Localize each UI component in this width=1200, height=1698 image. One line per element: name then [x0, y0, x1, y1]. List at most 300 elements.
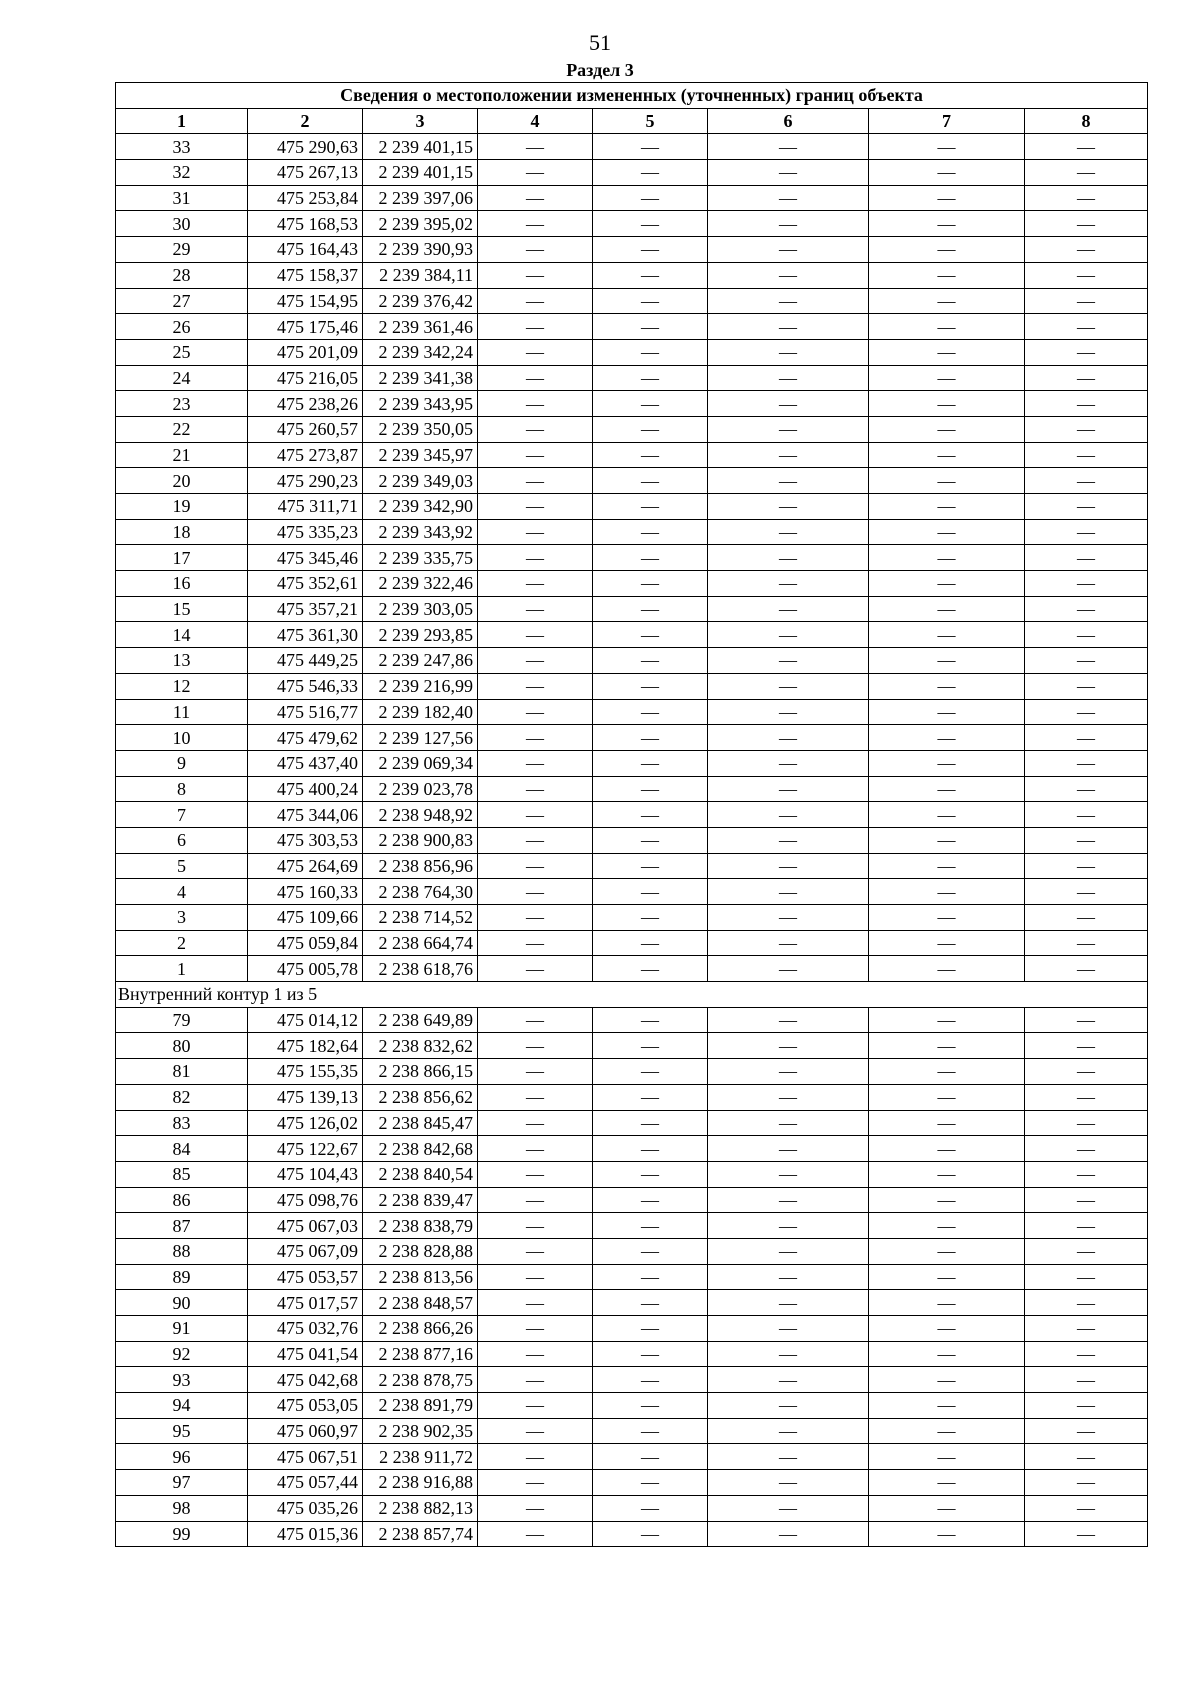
point-number-cell: 15: [116, 596, 248, 622]
x-coordinate-cell: 475 041,54: [248, 1341, 363, 1367]
dash-cell: —: [593, 519, 708, 545]
dash-cell: —: [1025, 365, 1148, 391]
dash-cell: —: [478, 391, 593, 417]
dash-cell: —: [593, 1495, 708, 1521]
table-body: [116, 134, 1148, 1547]
table-row: [116, 391, 1148, 417]
y-coordinate-cell: 2 238 866,15: [363, 1059, 478, 1085]
dash-cell: —: [478, 673, 593, 699]
dash-cell: —: [869, 494, 1025, 520]
dash-cell: —: [708, 776, 869, 802]
point-number-cell: 90: [116, 1290, 248, 1316]
x-coordinate-cell: 475 060,97: [248, 1418, 363, 1444]
y-coordinate-cell: 2 239 343,95: [363, 391, 478, 417]
dash-cell: —: [478, 365, 593, 391]
point-number-cell: 28: [116, 262, 248, 288]
dash-cell: —: [708, 134, 869, 160]
dash-cell: —: [593, 1290, 708, 1316]
dash-cell: —: [478, 956, 593, 982]
dash-cell: —: [593, 750, 708, 776]
dash-cell: —: [593, 442, 708, 468]
x-coordinate-cell: 475 479,62: [248, 725, 363, 751]
dash-cell: —: [1025, 853, 1148, 879]
dash-cell: —: [869, 1084, 1025, 1110]
point-number-cell: 84: [116, 1136, 248, 1162]
point-number-cell: 88: [116, 1238, 248, 1264]
x-coordinate-cell: 475 042,68: [248, 1367, 363, 1393]
dash-cell: —: [1025, 1470, 1148, 1496]
dash-cell: —: [593, 1238, 708, 1264]
dash-cell: —: [478, 776, 593, 802]
x-coordinate-cell: 475 352,61: [248, 571, 363, 597]
point-number-cell: 91: [116, 1316, 248, 1342]
x-coordinate-cell: 475 017,57: [248, 1290, 363, 1316]
dash-cell: —: [869, 1290, 1025, 1316]
dash-cell: —: [1025, 1084, 1148, 1110]
x-coordinate-cell: 475 067,09: [248, 1238, 363, 1264]
y-coordinate-cell: 2 239 349,03: [363, 468, 478, 494]
point-number-cell: 2: [116, 930, 248, 956]
dash-cell: —: [869, 1367, 1025, 1393]
dash-cell: —: [869, 956, 1025, 982]
table-row: [116, 1059, 1148, 1085]
dash-cell: —: [869, 853, 1025, 879]
table-row: [116, 648, 1148, 674]
dash-cell: —: [869, 365, 1025, 391]
dash-cell: —: [593, 571, 708, 597]
dash-cell: —: [1025, 930, 1148, 956]
dash-cell: —: [593, 1161, 708, 1187]
y-coordinate-cell: 2 238 845,47: [363, 1110, 478, 1136]
dash-cell: —: [1025, 468, 1148, 494]
table-row: [116, 314, 1148, 340]
y-coordinate-cell: 2 238 902,35: [363, 1418, 478, 1444]
point-number-cell: 5: [116, 853, 248, 879]
dash-cell: —: [1025, 596, 1148, 622]
dash-cell: —: [593, 1316, 708, 1342]
dash-cell: —: [593, 853, 708, 879]
dash-cell: —: [869, 827, 1025, 853]
dash-cell: —: [869, 1341, 1025, 1367]
dash-cell: —: [1025, 648, 1148, 674]
dash-cell: —: [869, 1187, 1025, 1213]
contour-label: Внутренний контур 1 из 5: [116, 982, 1148, 1008]
dash-cell: —: [593, 185, 708, 211]
x-coordinate-cell: 475 015,36: [248, 1521, 363, 1547]
x-coordinate-cell: 475 290,63: [248, 134, 363, 160]
y-coordinate-cell: 2 238 764,30: [363, 879, 478, 905]
dash-cell: —: [478, 185, 593, 211]
y-coordinate-cell: 2 239 343,92: [363, 519, 478, 545]
dash-cell: —: [1025, 699, 1148, 725]
table-row: [116, 1393, 1148, 1419]
point-number-cell: 99: [116, 1521, 248, 1547]
table-row: [116, 827, 1148, 853]
dash-cell: —: [478, 853, 593, 879]
y-coordinate-cell: 2 238 900,83: [363, 827, 478, 853]
point-number-cell: 97: [116, 1470, 248, 1496]
dash-cell: —: [708, 1418, 869, 1444]
dash-cell: —: [478, 1213, 593, 1239]
table-row: [116, 365, 1148, 391]
dash-cell: —: [869, 1059, 1025, 1085]
x-coordinate-cell: 475 516,77: [248, 699, 363, 725]
dash-cell: —: [593, 622, 708, 648]
dash-cell: —: [708, 185, 869, 211]
dash-cell: —: [593, 160, 708, 186]
dash-cell: —: [1025, 262, 1148, 288]
x-coordinate-cell: 475 160,33: [248, 879, 363, 905]
dash-cell: —: [708, 519, 869, 545]
x-coordinate-cell: 475 201,09: [248, 339, 363, 365]
dash-cell: —: [478, 545, 593, 571]
y-coordinate-cell: 2 239 322,46: [363, 571, 478, 597]
dash-cell: —: [1025, 545, 1148, 571]
point-number-cell: 18: [116, 519, 248, 545]
dash-cell: —: [1025, 1238, 1148, 1264]
y-coordinate-cell: 2 238 838,79: [363, 1213, 478, 1239]
section-title: Раздел 3: [566, 60, 634, 80]
y-coordinate-cell: 2 239 376,42: [363, 288, 478, 314]
dash-cell: —: [1025, 288, 1148, 314]
dash-cell: —: [708, 571, 869, 597]
y-coordinate-cell: 2 238 856,96: [363, 853, 478, 879]
table-row: [116, 956, 1148, 982]
dash-cell: —: [708, 673, 869, 699]
dash-cell: —: [593, 596, 708, 622]
y-coordinate-cell: 2 239 342,90: [363, 494, 478, 520]
dash-cell: —: [1025, 1033, 1148, 1059]
dash-cell: —: [708, 699, 869, 725]
dash-cell: —: [593, 776, 708, 802]
dash-cell: —: [869, 699, 1025, 725]
dash-cell: —: [869, 776, 1025, 802]
dash-cell: —: [708, 827, 869, 853]
point-number-cell: 10: [116, 725, 248, 751]
point-number-cell: 83: [116, 1110, 248, 1136]
dash-cell: —: [478, 879, 593, 905]
dash-cell: —: [478, 1161, 593, 1187]
dash-cell: —: [1025, 1444, 1148, 1470]
point-number-cell: 98: [116, 1495, 248, 1521]
dash-cell: —: [478, 416, 593, 442]
dash-cell: —: [478, 905, 593, 931]
dash-cell: —: [869, 1033, 1025, 1059]
dash-cell: —: [478, 1136, 593, 1162]
dash-cell: —: [593, 956, 708, 982]
dash-cell: —: [593, 699, 708, 725]
column-header: 3: [363, 108, 478, 134]
x-coordinate-cell: 475 155,35: [248, 1059, 363, 1085]
y-coordinate-cell: 2 239 342,24: [363, 339, 478, 365]
dash-cell: —: [593, 237, 708, 263]
dash-cell: —: [869, 314, 1025, 340]
point-number-cell: 85: [116, 1161, 248, 1187]
dash-cell: —: [1025, 879, 1148, 905]
dash-cell: —: [869, 1521, 1025, 1547]
table-row: [116, 1495, 1148, 1521]
dash-cell: —: [708, 494, 869, 520]
dash-cell: —: [708, 1341, 869, 1367]
dash-cell: —: [708, 1238, 869, 1264]
table-row: [116, 1290, 1148, 1316]
x-coordinate-cell: 475 109,66: [248, 905, 363, 931]
dash-cell: —: [869, 288, 1025, 314]
x-coordinate-cell: 475 273,87: [248, 442, 363, 468]
dash-cell: —: [593, 1110, 708, 1136]
dash-cell: —: [478, 648, 593, 674]
dash-cell: —: [593, 1341, 708, 1367]
dash-cell: —: [1025, 1161, 1148, 1187]
column-number-row: [116, 108, 1148, 134]
table-row: [116, 673, 1148, 699]
point-number-cell: 25: [116, 339, 248, 365]
table-row: [116, 339, 1148, 365]
dash-cell: —: [593, 930, 708, 956]
point-number-cell: 20: [116, 468, 248, 494]
dash-cell: —: [593, 1444, 708, 1470]
dash-cell: —: [708, 725, 869, 751]
dash-cell: —: [593, 648, 708, 674]
y-coordinate-cell: 2 238 848,57: [363, 1290, 478, 1316]
x-coordinate-cell: 475 139,13: [248, 1084, 363, 1110]
y-coordinate-cell: 2 238 664,74: [363, 930, 478, 956]
dash-cell: —: [708, 1393, 869, 1419]
point-number-cell: 9: [116, 750, 248, 776]
dash-cell: —: [708, 1264, 869, 1290]
x-coordinate-cell: 475 216,05: [248, 365, 363, 391]
dash-cell: —: [869, 519, 1025, 545]
dash-cell: —: [708, 648, 869, 674]
y-coordinate-cell: 2 238 842,68: [363, 1136, 478, 1162]
dash-cell: —: [1025, 905, 1148, 931]
table-row: [116, 545, 1148, 571]
dash-cell: —: [478, 314, 593, 340]
table-row: [116, 725, 1148, 751]
y-coordinate-cell: 2 239 401,15: [363, 134, 478, 160]
dash-cell: —: [1025, 494, 1148, 520]
dash-cell: —: [869, 571, 1025, 597]
dash-cell: —: [478, 468, 593, 494]
dash-cell: —: [593, 1264, 708, 1290]
column-header: 4: [478, 108, 593, 134]
dash-cell: —: [1025, 519, 1148, 545]
dash-cell: —: [1025, 314, 1148, 340]
x-coordinate-cell: 475 168,53: [248, 211, 363, 237]
table-row: [116, 1264, 1148, 1290]
dash-cell: —: [708, 262, 869, 288]
dash-cell: —: [478, 750, 593, 776]
point-number-cell: 23: [116, 391, 248, 417]
dash-cell: —: [708, 545, 869, 571]
dash-cell: —: [478, 1470, 593, 1496]
dash-cell: —: [708, 288, 869, 314]
dash-cell: —: [708, 956, 869, 982]
dash-cell: —: [869, 1470, 1025, 1496]
dash-cell: —: [869, 185, 1025, 211]
point-number-cell: 30: [116, 211, 248, 237]
dash-cell: —: [869, 1444, 1025, 1470]
dash-cell: —: [708, 237, 869, 263]
dash-cell: —: [1025, 391, 1148, 417]
dash-cell: —: [708, 1136, 869, 1162]
point-number-cell: 8: [116, 776, 248, 802]
x-coordinate-cell: 475 057,44: [248, 1470, 363, 1496]
dash-cell: —: [478, 1367, 593, 1393]
dash-cell: —: [478, 211, 593, 237]
dash-cell: —: [478, 519, 593, 545]
point-number-cell: 26: [116, 314, 248, 340]
x-coordinate-cell: 475 357,21: [248, 596, 363, 622]
table-row: [116, 288, 1148, 314]
dash-cell: —: [869, 1393, 1025, 1419]
dash-cell: —: [869, 134, 1025, 160]
dash-cell: —: [869, 237, 1025, 263]
point-number-cell: 93: [116, 1367, 248, 1393]
point-number-cell: 1: [116, 956, 248, 982]
x-coordinate-cell: 475 067,03: [248, 1213, 363, 1239]
y-coordinate-cell: 2 238 866,26: [363, 1316, 478, 1342]
dash-cell: —: [593, 1521, 708, 1547]
x-coordinate-cell: 475 290,23: [248, 468, 363, 494]
point-number-cell: 13: [116, 648, 248, 674]
table-row: [116, 699, 1148, 725]
y-coordinate-cell: 2 238 878,75: [363, 1367, 478, 1393]
table-row: [116, 494, 1148, 520]
point-number-cell: 4: [116, 879, 248, 905]
dash-cell: —: [708, 1290, 869, 1316]
column-header: 1: [116, 108, 248, 134]
table-row: [116, 776, 1148, 802]
dash-cell: —: [478, 1444, 593, 1470]
table-row: [116, 571, 1148, 597]
dash-cell: —: [593, 494, 708, 520]
table-row: [116, 853, 1148, 879]
x-coordinate-cell: 475 158,37: [248, 262, 363, 288]
point-number-cell: 7: [116, 802, 248, 828]
dash-cell: —: [593, 1059, 708, 1085]
x-coordinate-cell: 475 260,57: [248, 416, 363, 442]
dash-cell: —: [1025, 1264, 1148, 1290]
dash-cell: —: [593, 1187, 708, 1213]
dash-cell: —: [708, 1187, 869, 1213]
dash-cell: —: [593, 314, 708, 340]
y-coordinate-cell: 2 238 911,72: [363, 1444, 478, 1470]
dash-cell: —: [1025, 1110, 1148, 1136]
dash-cell: —: [593, 416, 708, 442]
y-coordinate-cell: 2 239 397,06: [363, 185, 478, 211]
page-number: 51: [589, 30, 611, 55]
table-row: [116, 262, 1148, 288]
dash-cell: —: [478, 160, 593, 186]
table-row: [116, 519, 1148, 545]
dash-cell: —: [478, 1341, 593, 1367]
dash-cell: —: [869, 1136, 1025, 1162]
table-row: [116, 1084, 1148, 1110]
table-row: [116, 1187, 1148, 1213]
y-coordinate-cell: 2 239 335,75: [363, 545, 478, 571]
dash-cell: —: [1025, 185, 1148, 211]
dash-cell: —: [478, 622, 593, 648]
x-coordinate-cell: 475 005,78: [248, 956, 363, 982]
dash-cell: —: [708, 365, 869, 391]
point-number-cell: 79: [116, 1007, 248, 1033]
dash-cell: —: [869, 391, 1025, 417]
dash-cell: —: [593, 1007, 708, 1033]
dash-cell: —: [593, 1033, 708, 1059]
table-row: [116, 1110, 1148, 1136]
dash-cell: —: [708, 416, 869, 442]
point-number-cell: 29: [116, 237, 248, 263]
dash-cell: —: [593, 905, 708, 931]
point-number-cell: 95: [116, 1418, 248, 1444]
y-coordinate-cell: 2 239 216,99: [363, 673, 478, 699]
point-number-cell: 14: [116, 622, 248, 648]
dash-cell: —: [478, 1238, 593, 1264]
x-coordinate-cell: 475 345,46: [248, 545, 363, 571]
y-coordinate-cell: 2 238 916,88: [363, 1470, 478, 1496]
dash-cell: —: [1025, 160, 1148, 186]
point-number-cell: 82: [116, 1084, 248, 1110]
table-row: [116, 1007, 1148, 1033]
y-coordinate-cell: 2 238 856,62: [363, 1084, 478, 1110]
x-coordinate-cell: 475 344,06: [248, 802, 363, 828]
dash-cell: —: [478, 262, 593, 288]
x-coordinate-cell: 475 014,12: [248, 1007, 363, 1033]
table-row: [116, 468, 1148, 494]
dash-cell: —: [478, 1084, 593, 1110]
dash-cell: —: [478, 288, 593, 314]
dash-cell: —: [869, 622, 1025, 648]
table-row: [116, 1316, 1148, 1342]
dash-cell: —: [1025, 827, 1148, 853]
dash-cell: —: [869, 750, 1025, 776]
y-coordinate-cell: 2 238 882,13: [363, 1495, 478, 1521]
y-coordinate-cell: 2 238 618,76: [363, 956, 478, 982]
x-coordinate-cell: 475 437,40: [248, 750, 363, 776]
dash-cell: —: [708, 853, 869, 879]
table-title: Сведения о местоположении измененных (уточненных) границ объекта: [116, 83, 1148, 109]
point-number-cell: 94: [116, 1393, 248, 1419]
dash-cell: —: [478, 1290, 593, 1316]
dash-cell: —: [1025, 1187, 1148, 1213]
x-coordinate-cell: 475 182,64: [248, 1033, 363, 1059]
point-number-cell: 12: [116, 673, 248, 699]
dash-cell: —: [708, 1110, 869, 1136]
y-coordinate-cell: 2 238 832,62: [363, 1033, 478, 1059]
dash-cell: —: [593, 134, 708, 160]
table-row: [116, 622, 1148, 648]
dash-cell: —: [869, 1213, 1025, 1239]
dash-cell: —: [1025, 1059, 1148, 1085]
dash-cell: —: [1025, 725, 1148, 751]
y-coordinate-cell: 2 238 877,16: [363, 1341, 478, 1367]
table-row: [116, 1161, 1148, 1187]
dash-cell: —: [1025, 622, 1148, 648]
dash-cell: —: [1025, 571, 1148, 597]
point-number-cell: 11: [116, 699, 248, 725]
dash-cell: —: [708, 468, 869, 494]
x-coordinate-cell: 475 546,33: [248, 673, 363, 699]
dash-cell: —: [478, 802, 593, 828]
point-number-cell: 96: [116, 1444, 248, 1470]
x-coordinate-cell: 475 361,30: [248, 622, 363, 648]
dash-cell: —: [1025, 1290, 1148, 1316]
y-coordinate-cell: 2 239 069,34: [363, 750, 478, 776]
x-coordinate-cell: 475 035,26: [248, 1495, 363, 1521]
y-coordinate-cell: 2 239 350,05: [363, 416, 478, 442]
dash-cell: —: [708, 1470, 869, 1496]
